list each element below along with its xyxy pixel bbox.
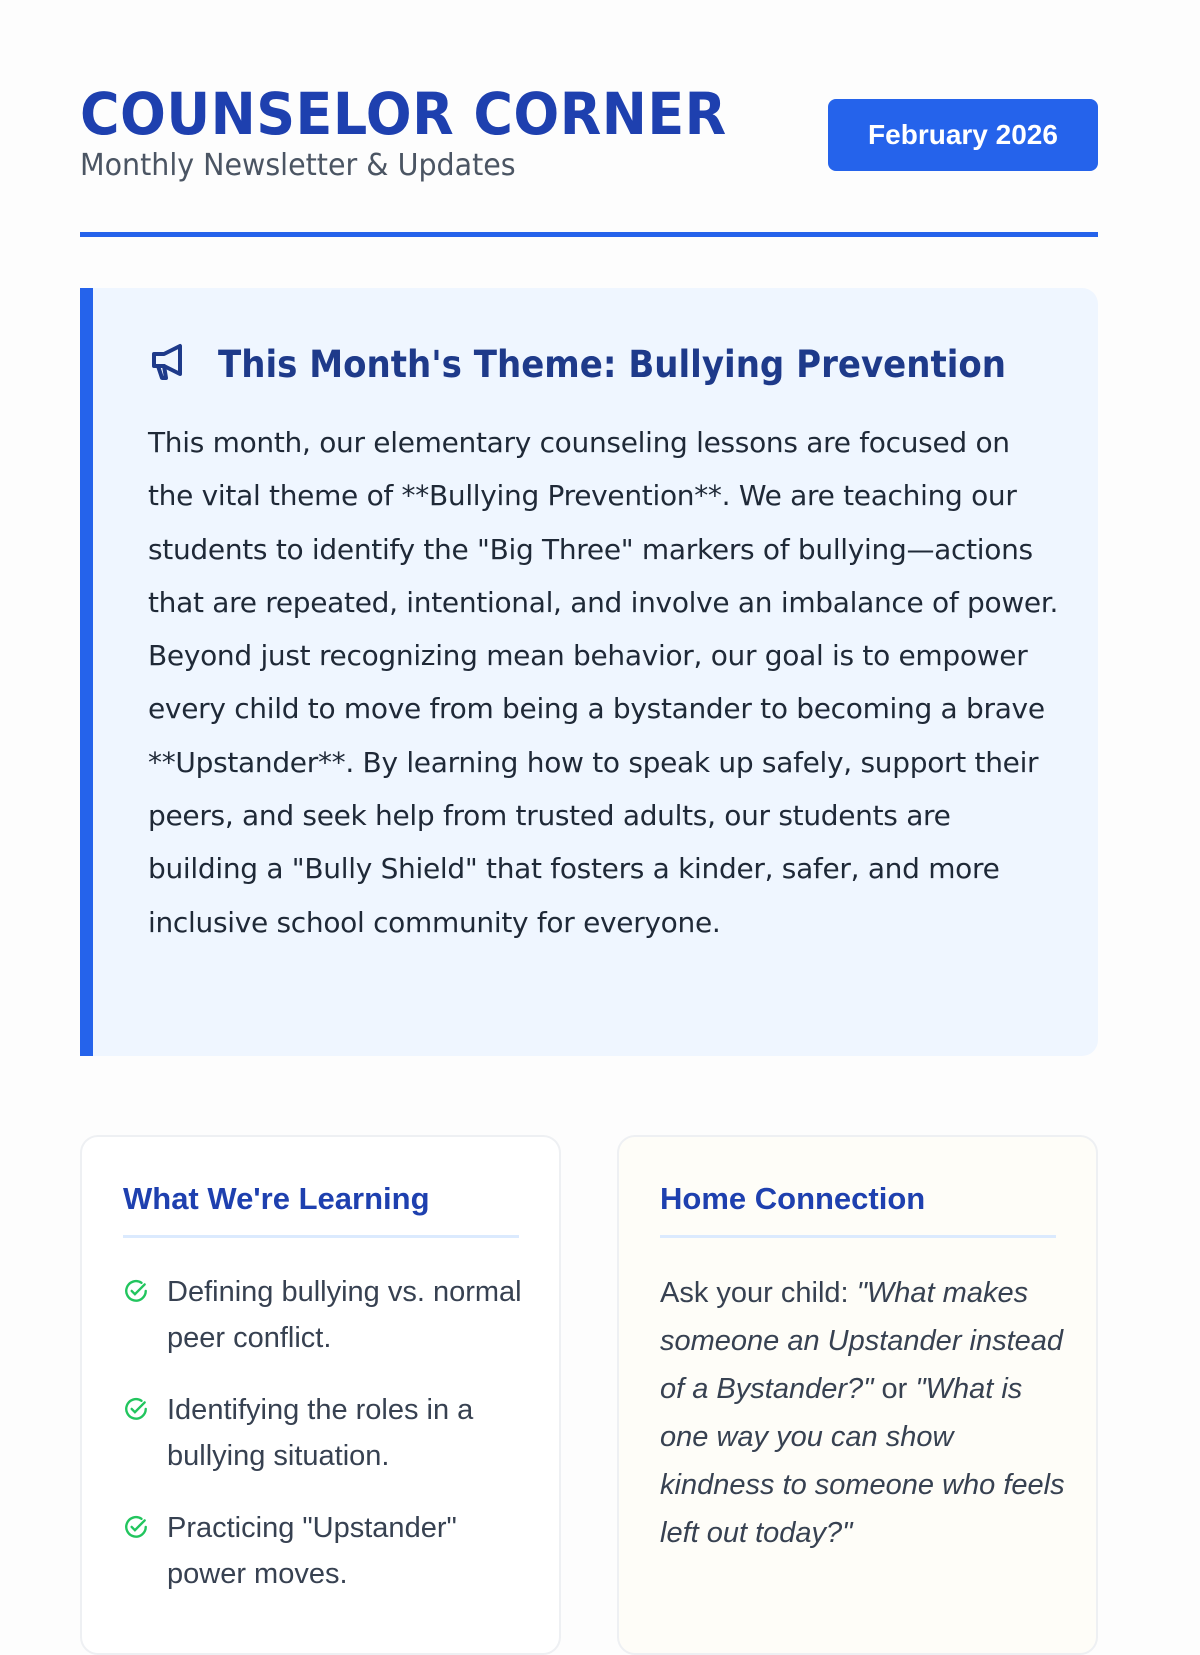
header-divider <box>80 232 1098 237</box>
date-badge: February 2026 <box>828 99 1098 171</box>
home-title: Home Connection <box>660 1181 926 1216</box>
megaphone-icon <box>148 338 196 391</box>
newsletter-header <box>80 80 1098 236</box>
theme-section <box>80 288 1098 1056</box>
learning-divider <box>123 1235 519 1238</box>
list-item: Practicing "Upstander" power moves. <box>123 1505 523 1597</box>
learning-card <box>80 1135 561 1655</box>
page-title: COUNSELOR CORNER <box>80 80 727 148</box>
check-circle-icon <box>123 1397 149 1423</box>
theme-title: This Month's Theme: Bullying Prevention <box>218 343 1007 386</box>
home-text: Ask your child: "What makes someone an Upstander instead of a Bystander?" or "What is one way you can show kindness to someone who feels left out today?" <box>660 1277 1065 1549</box>
page-subtitle: Monthly Newsletter & Updates <box>80 148 516 183</box>
home-connection-card <box>617 1135 1098 1655</box>
theme-body: This month, our elementary counseling lessons are focused on the vital theme of **Bullying Prevention**. We are teaching our students to identify the "Big Three" markers of bullying—actions that are repeated, intentional, and involve an imbalance of power. Beyond just recognizing mean behavior, our goal is to empower every child to move from being a bystander to becoming a brave **Upstander**. By learning how to speak up safely, support their peers, and seek help from trusted adults, our students are building a "Bully Shield" that fosters a kinder, safer, and more inclusive school community for everyone. <box>148 426 1059 939</box>
list-item: Identifying the roles in a bullying situation. <box>123 1387 523 1479</box>
learning-title: What We're Learning <box>123 1181 430 1216</box>
check-circle-icon <box>123 1515 149 1541</box>
check-circle-icon <box>123 1279 149 1305</box>
list-item: Defining bullying vs. normal peer conflict. <box>123 1269 523 1361</box>
home-divider <box>660 1235 1056 1238</box>
